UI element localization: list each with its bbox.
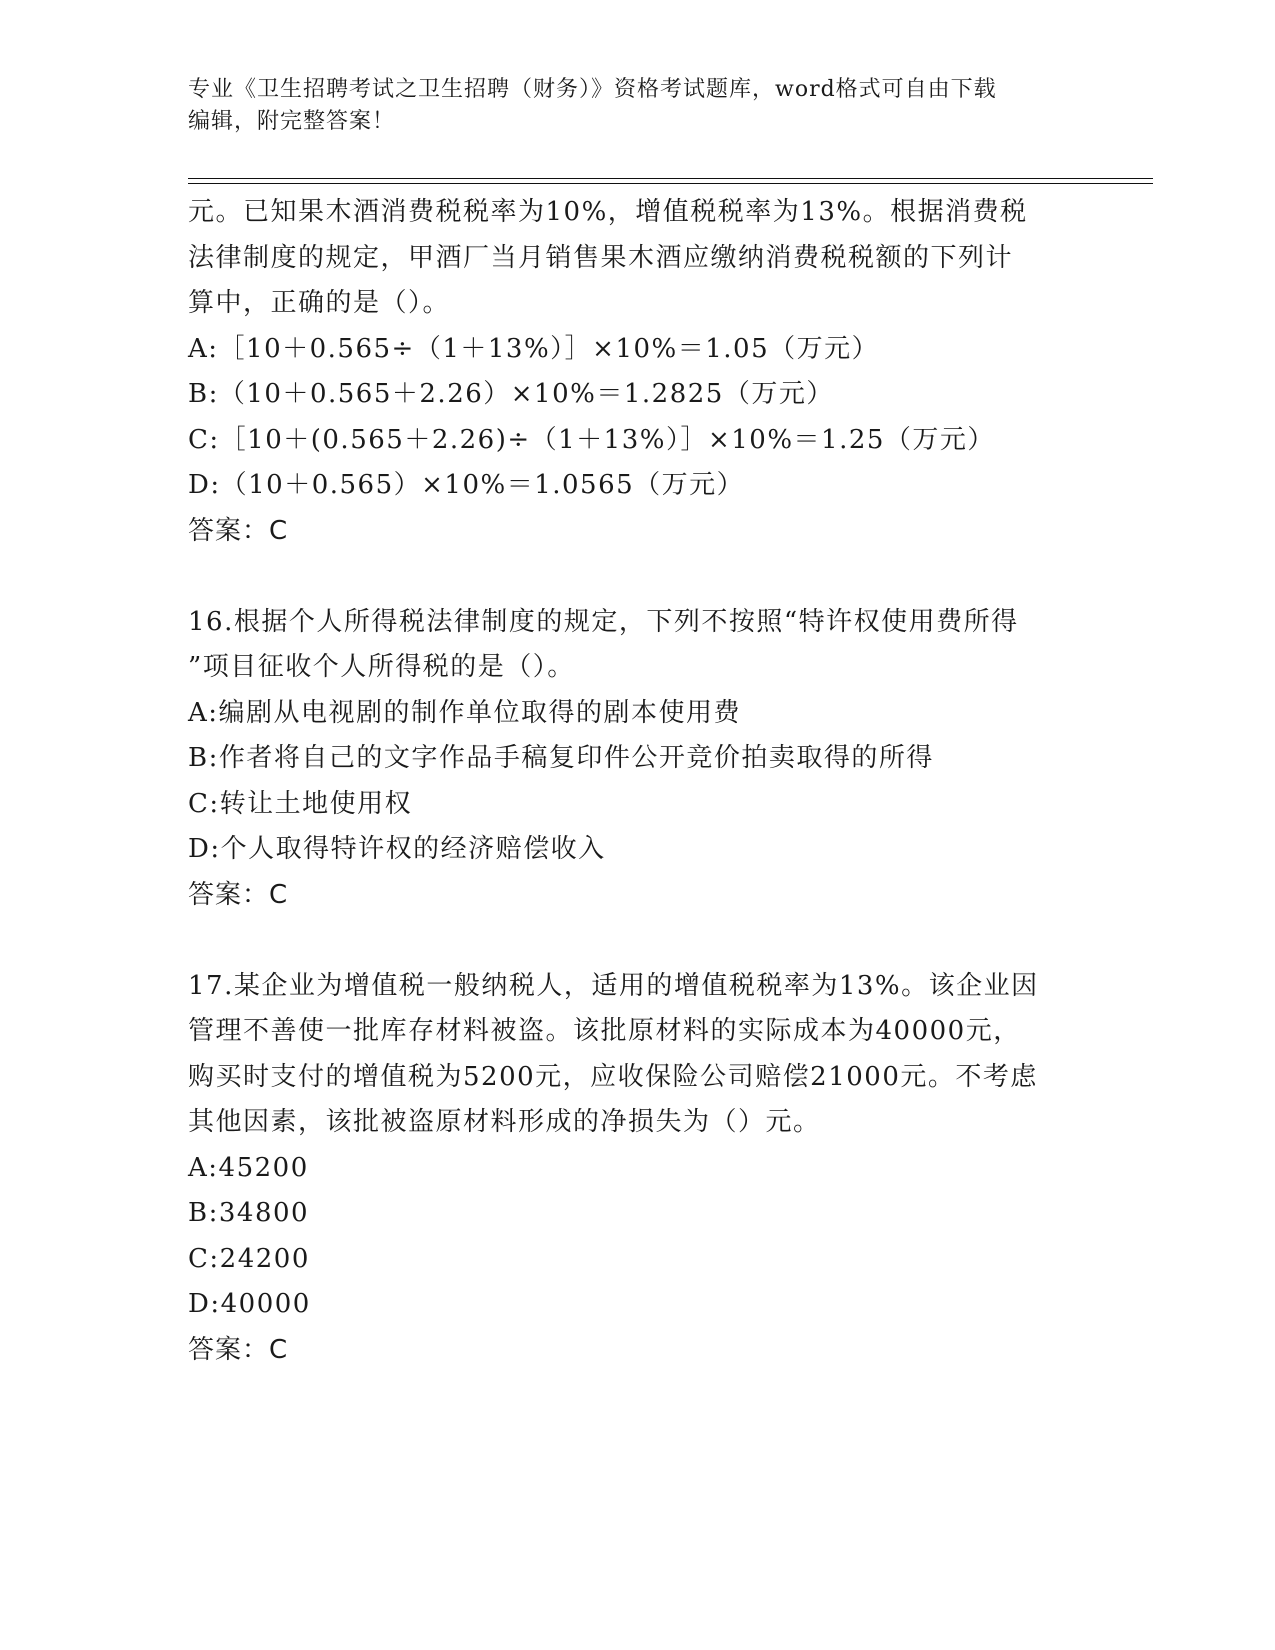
question-text-line: 其他因素，该批被盗原材料形成的净损失为（）元。 bbox=[188, 1107, 821, 1137]
question-text-line: 17.某企业为增值税一般纳税人，适用的增值税税率为13%。该企业因 bbox=[188, 970, 1039, 1001]
option-c: C:24200 bbox=[188, 1243, 310, 1274]
question-spacer bbox=[188, 918, 1068, 964]
answer-label: 答案：C bbox=[188, 515, 289, 546]
option-b: B:（10＋0.565＋2.26）×10%＝1.2825（万元） bbox=[188, 379, 834, 409]
question-text-line: 16.根据个人所得税法律制度的规定，下列不按照“特许权使用费所得 bbox=[188, 606, 1019, 637]
question-17 bbox=[188, 964, 1068, 1374]
answer-label: 答案：C bbox=[188, 879, 289, 910]
page-header bbox=[188, 74, 1088, 138]
question-text-line: 管理不善使一批库存材料被盗。该批原材料的实际成本为40000元， bbox=[188, 1016, 1021, 1046]
option-a: A:编剧从电视剧的制作单位取得的剧本使用费 bbox=[188, 697, 742, 728]
question-text-line: ”项目征收个人所得税的是（）。 bbox=[188, 652, 575, 682]
option-d: D:（10＋0.565）×10%＝1.0565（万元） bbox=[188, 470, 745, 500]
option-a: A:45200 bbox=[188, 1152, 309, 1183]
question-15 bbox=[188, 190, 1068, 554]
header-line-2: 编辑，附完整答案！ bbox=[188, 109, 396, 134]
question-text-line: 法律制度的规定，甲酒厂当月销售果木酒应缴纳消费税税额的下列计 bbox=[188, 242, 1014, 273]
header-rule-top bbox=[188, 178, 1153, 179]
option-c: C:［10＋(0.565＋2.26)÷（1＋13%）］×10%＝1.25（万元） bbox=[188, 424, 995, 455]
option-c: C:转让土地使用权 bbox=[188, 788, 413, 819]
header-rule-bottom bbox=[188, 183, 1153, 184]
question-text-line: 元。已知果木酒消费税税率为10%，增值税税率为13%。根据消费税 bbox=[188, 197, 1028, 227]
document-body bbox=[188, 190, 1068, 1373]
answer-label: 答案：C bbox=[188, 1334, 289, 1365]
question-spacer bbox=[188, 554, 1068, 600]
option-b: B:34800 bbox=[188, 1198, 310, 1228]
question-text-line: 购买时支付的增值税为5200元，应收保险公司赔偿21000元。不考虑 bbox=[188, 1061, 1038, 1092]
question-16 bbox=[188, 600, 1068, 919]
question-text-line: 算中，正确的是（）。 bbox=[188, 288, 451, 318]
option-d: D:个人取得特许权的经济赔偿收入 bbox=[188, 834, 606, 864]
option-b: B:作者将自己的文字作品手稿复印件公开竞价拍卖取得的所得 bbox=[188, 743, 934, 773]
option-d: D:40000 bbox=[188, 1289, 311, 1319]
header-line-1: 专业《卫生招聘考试之卫生招聘（财务）》资格考试题库，word格式可自由下载 bbox=[188, 77, 997, 102]
option-a: A:［10＋0.565÷（1＋13%）］×10%＝1.05（万元） bbox=[188, 333, 880, 364]
